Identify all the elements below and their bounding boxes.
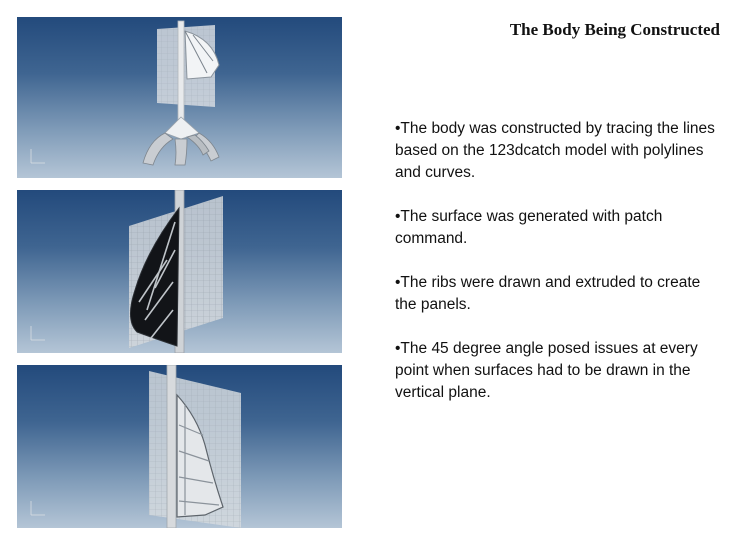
bullet-item: •The ribs were drawn and extruded to create the panels. (395, 274, 701, 313)
bullet-item: •The 45 degree angle posed issues at every point when surfaces had to be drawn in the vertical plane. (395, 340, 698, 401)
bullet-item: •The body was constructed by tracing the lines based on the 123dcatch model with polylines and curves. (395, 120, 715, 181)
bullet-list (395, 118, 715, 426)
cad-render-top (17, 17, 342, 178)
bullet-item: •The surface was generated with patch command. (395, 208, 663, 247)
slide-title: The Body Being Constructed (509, 20, 720, 39)
cad-render-bottom (17, 365, 342, 528)
cad-render-middle (17, 190, 342, 353)
